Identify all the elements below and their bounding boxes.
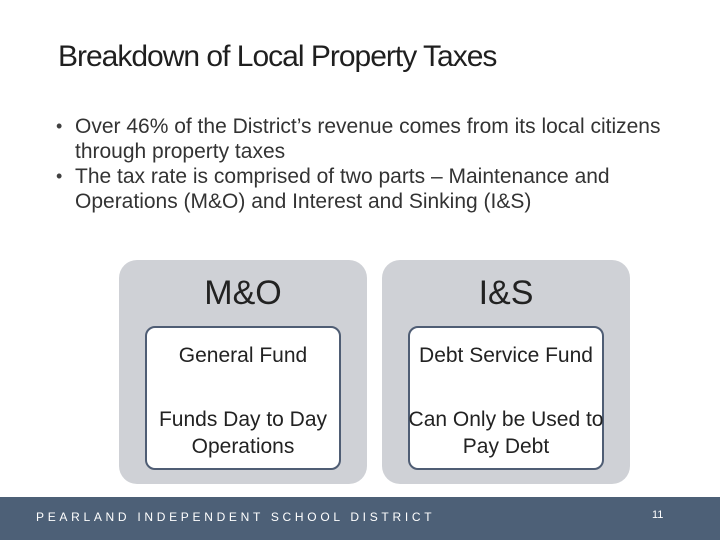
bullet-item: [56, 164, 666, 214]
bullet-marker: •: [56, 166, 63, 186]
footer-bar: [0, 497, 720, 540]
is-detail-box: [408, 326, 604, 470]
page-number: 11: [652, 509, 664, 521]
mo-group-box: [119, 260, 367, 484]
bullet-text: Over 46% of the District’s revenue comes from its local citizens through property taxes: [75, 115, 661, 163]
mo-detail-box: [145, 326, 341, 470]
mo-heading: M&O: [204, 274, 282, 312]
is-fund-label: Debt Service Fund: [419, 344, 593, 367]
is-group-box: [382, 260, 630, 484]
district-name: PEARLAND INDEPENDENT SCHOOL DISTRICT: [36, 510, 436, 524]
mo-fund-label: General Fund: [178, 344, 308, 367]
slide-title: Breakdown of Local Property Taxes: [58, 40, 497, 73]
is-purpose-label: Can Only be Used to Pay Debt: [408, 408, 604, 458]
bullet-item: [56, 114, 666, 164]
bullet-list: [56, 114, 666, 214]
bullet-text: The tax rate is comprised of two parts – Maintenance and Operations (M&O) and Interest and Sinking (I&S): [75, 165, 610, 213]
mo-purpose-label: Funds Day to Day Operations: [158, 408, 328, 458]
is-heading: I&S: [478, 274, 534, 312]
bullet-marker: •: [56, 116, 63, 136]
